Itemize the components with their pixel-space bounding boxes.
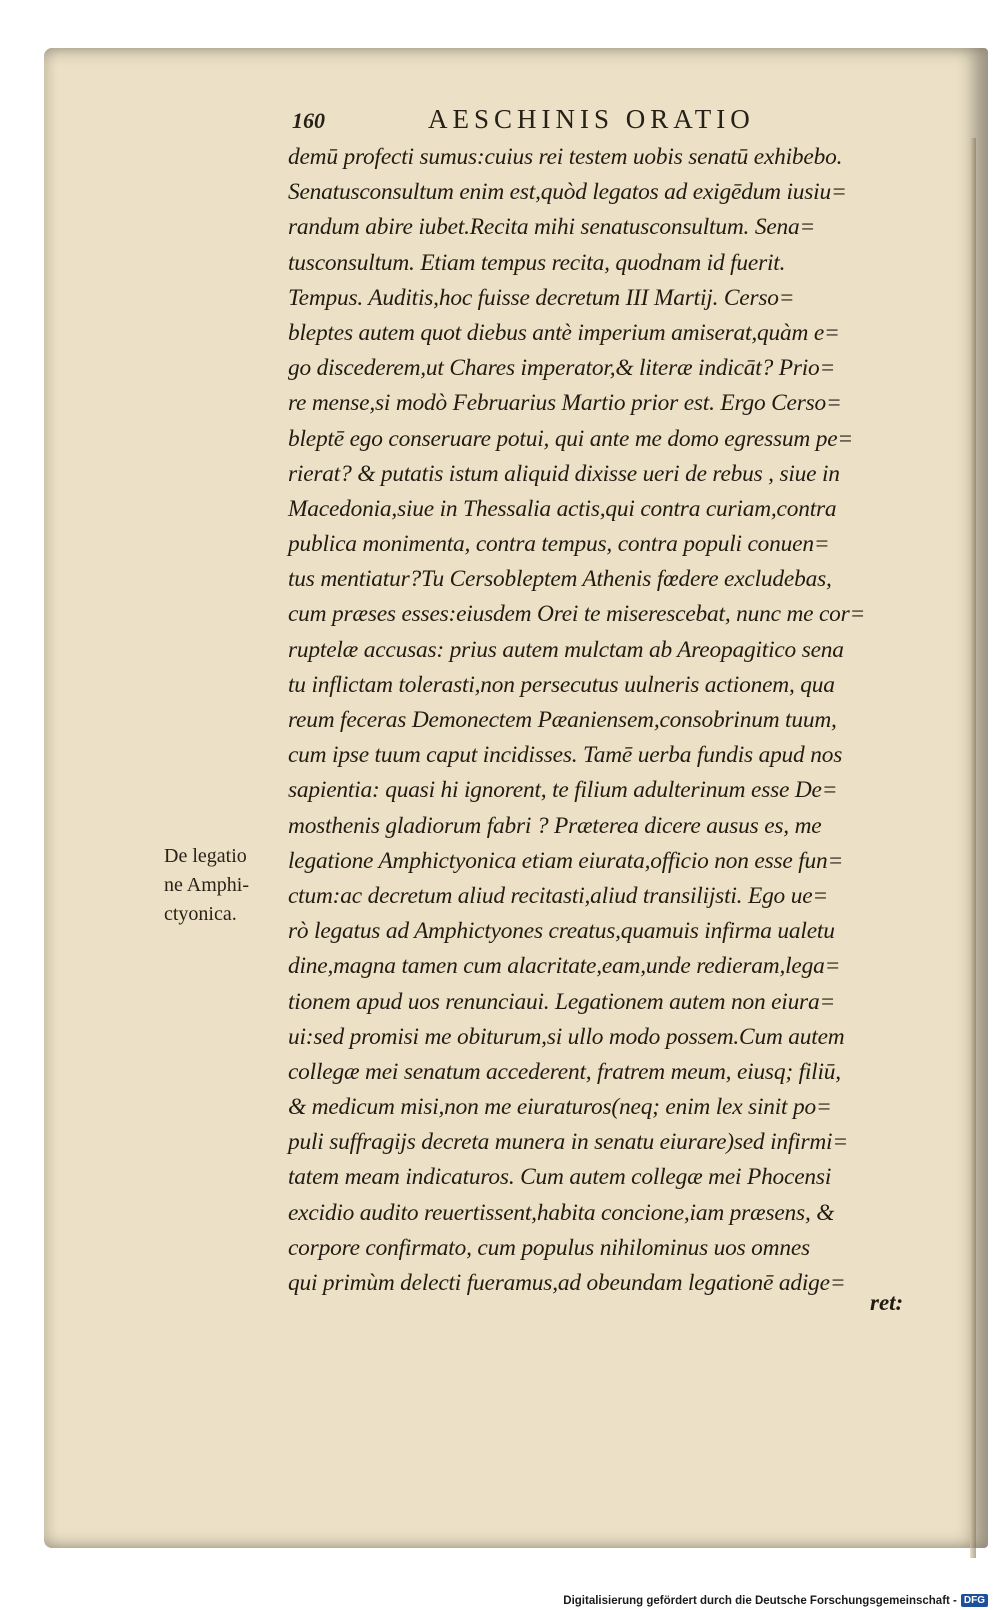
text-line: puli suffragijs decreta munera in senatu eiurare)sed infirmi= — [288, 1129, 848, 1156]
text-line: tatem meam indicaturos. Cum autem collegæ mei Phocensi — [288, 1164, 832, 1191]
digitization-credit — [563, 1594, 988, 1607]
text-line: mosthenis gladiorum fabri ? Præterea dicere ausus es, me — [288, 812, 822, 839]
text-line: Macedonia,siue in Thessalia actis,qui contra curiam,contra — [288, 495, 837, 522]
page-gutter-shadow — [970, 138, 976, 1558]
marginal-note-line: ctyonica. — [164, 903, 237, 925]
text-line: & medicum misi,non me eiuraturos(neq; enim lex sinit po= — [288, 1094, 832, 1121]
text-line: go discederem,ut Chares imperator,& literæ indicāt? Prio= — [288, 355, 836, 382]
text-line: excidio audito reuertissent,habita concione,iam præsens, & — [288, 1199, 835, 1226]
text-line: sapientia: quasi hi ignorent, te filium adulterinum esse De= — [288, 777, 838, 804]
text-line: bleptes autem quot diebus antè imperium amiserat,quàm e= — [288, 319, 840, 346]
marginal-note-line: De legatio — [164, 845, 247, 867]
marginal-note — [164, 842, 292, 929]
text-line: tu inflictam tolerasti,non persecutus uulneris actionem, qua — [288, 671, 835, 698]
text-line: tionem apud uos renunciaui. Legationem autem non eiura= — [288, 988, 836, 1015]
catchword: ret: — [870, 1290, 904, 1315]
text-line: tusconsultum. Etiam tempus recita, quodnam id fuerit. — [288, 249, 786, 276]
text-line: ruptelæ accusas: prius autem mulctam ab Areopagitico sena — [288, 636, 844, 663]
text-line: legatione Amphictyonica etiam eiurata,officio non esse fun= — [288, 847, 844, 874]
dfg-logo: DFG — [961, 1594, 988, 1607]
text-line: reum feceras Demonectem Pæaniensem,consobrinum tuum, — [288, 707, 837, 733]
page-number: 160 — [292, 108, 325, 133]
text-line: cum ipse tuum caput incidisses. Tamē uerba fundis apud nos — [288, 742, 843, 769]
text-line: corpore confirmato, cum populus nihilominus uos omnes — [288, 1234, 810, 1261]
running-title: AESCHINIS ORATIO — [428, 104, 755, 134]
text-line: cum præses esses:eiusdem Orei te miserescebat, nunc me cor= — [288, 601, 866, 628]
text-line: tus mentiatur?Tu Cersobleptem Athenis fœdere excludebas, — [288, 566, 832, 593]
text-line: re mense,si modò Februarius Martio prior est. Ergo Cerso= — [288, 390, 842, 417]
text-line: qui primùm delecti fueramus,ad obeundam legationē adige= — [288, 1270, 846, 1296]
text-line: ui:sed promisi me obiturum,si ullo modo possem.Cum autem — [288, 1023, 845, 1050]
text-line: Senatusconsultum enim est,quòd legatos ad exigēdum iusiu= — [288, 179, 847, 206]
text-line: Tempus. Auditis,hoc fuisse decretum III Martij. Cerso= — [288, 284, 795, 311]
credit-text: Digitalisierung gefördert durch die Deutsche Forschungsgemeinschaft - — [563, 1594, 957, 1607]
text-line: ctum:ac decretum aliud recitasti,aliud transilijsti. Ego ue= — [288, 882, 828, 909]
text-line: collegæ mei senatum accederent, fratrem meum, eiusq; filiū, — [288, 1058, 841, 1085]
text-line: rierat? & putatis istum aliquid dixisse ueri de rebus , siue in — [288, 460, 840, 487]
text-line: demū profecti sumus:cuius rei testem uobis senatū exhibebo. — [288, 144, 843, 170]
marginal-note-line: ne Amphi- — [164, 874, 249, 896]
text-line: dine,magna tamen cum alacritate,eam,unde redieram,lega= — [288, 953, 841, 980]
text-line: rò legatus ad Amphictyones creatus,quamuis infirma ualetu — [288, 918, 835, 945]
text-line: publica monimenta, contra tempus, contra populi conuen= — [288, 531, 830, 558]
text-line: bleptē ego conseruare potui, qui ante me domo egressum pe= — [288, 425, 854, 452]
running-head — [292, 104, 932, 142]
body-text — [288, 140, 938, 1301]
text-line: randum abire iubet.Recita mihi senatusconsultum. Sena= — [288, 214, 816, 241]
